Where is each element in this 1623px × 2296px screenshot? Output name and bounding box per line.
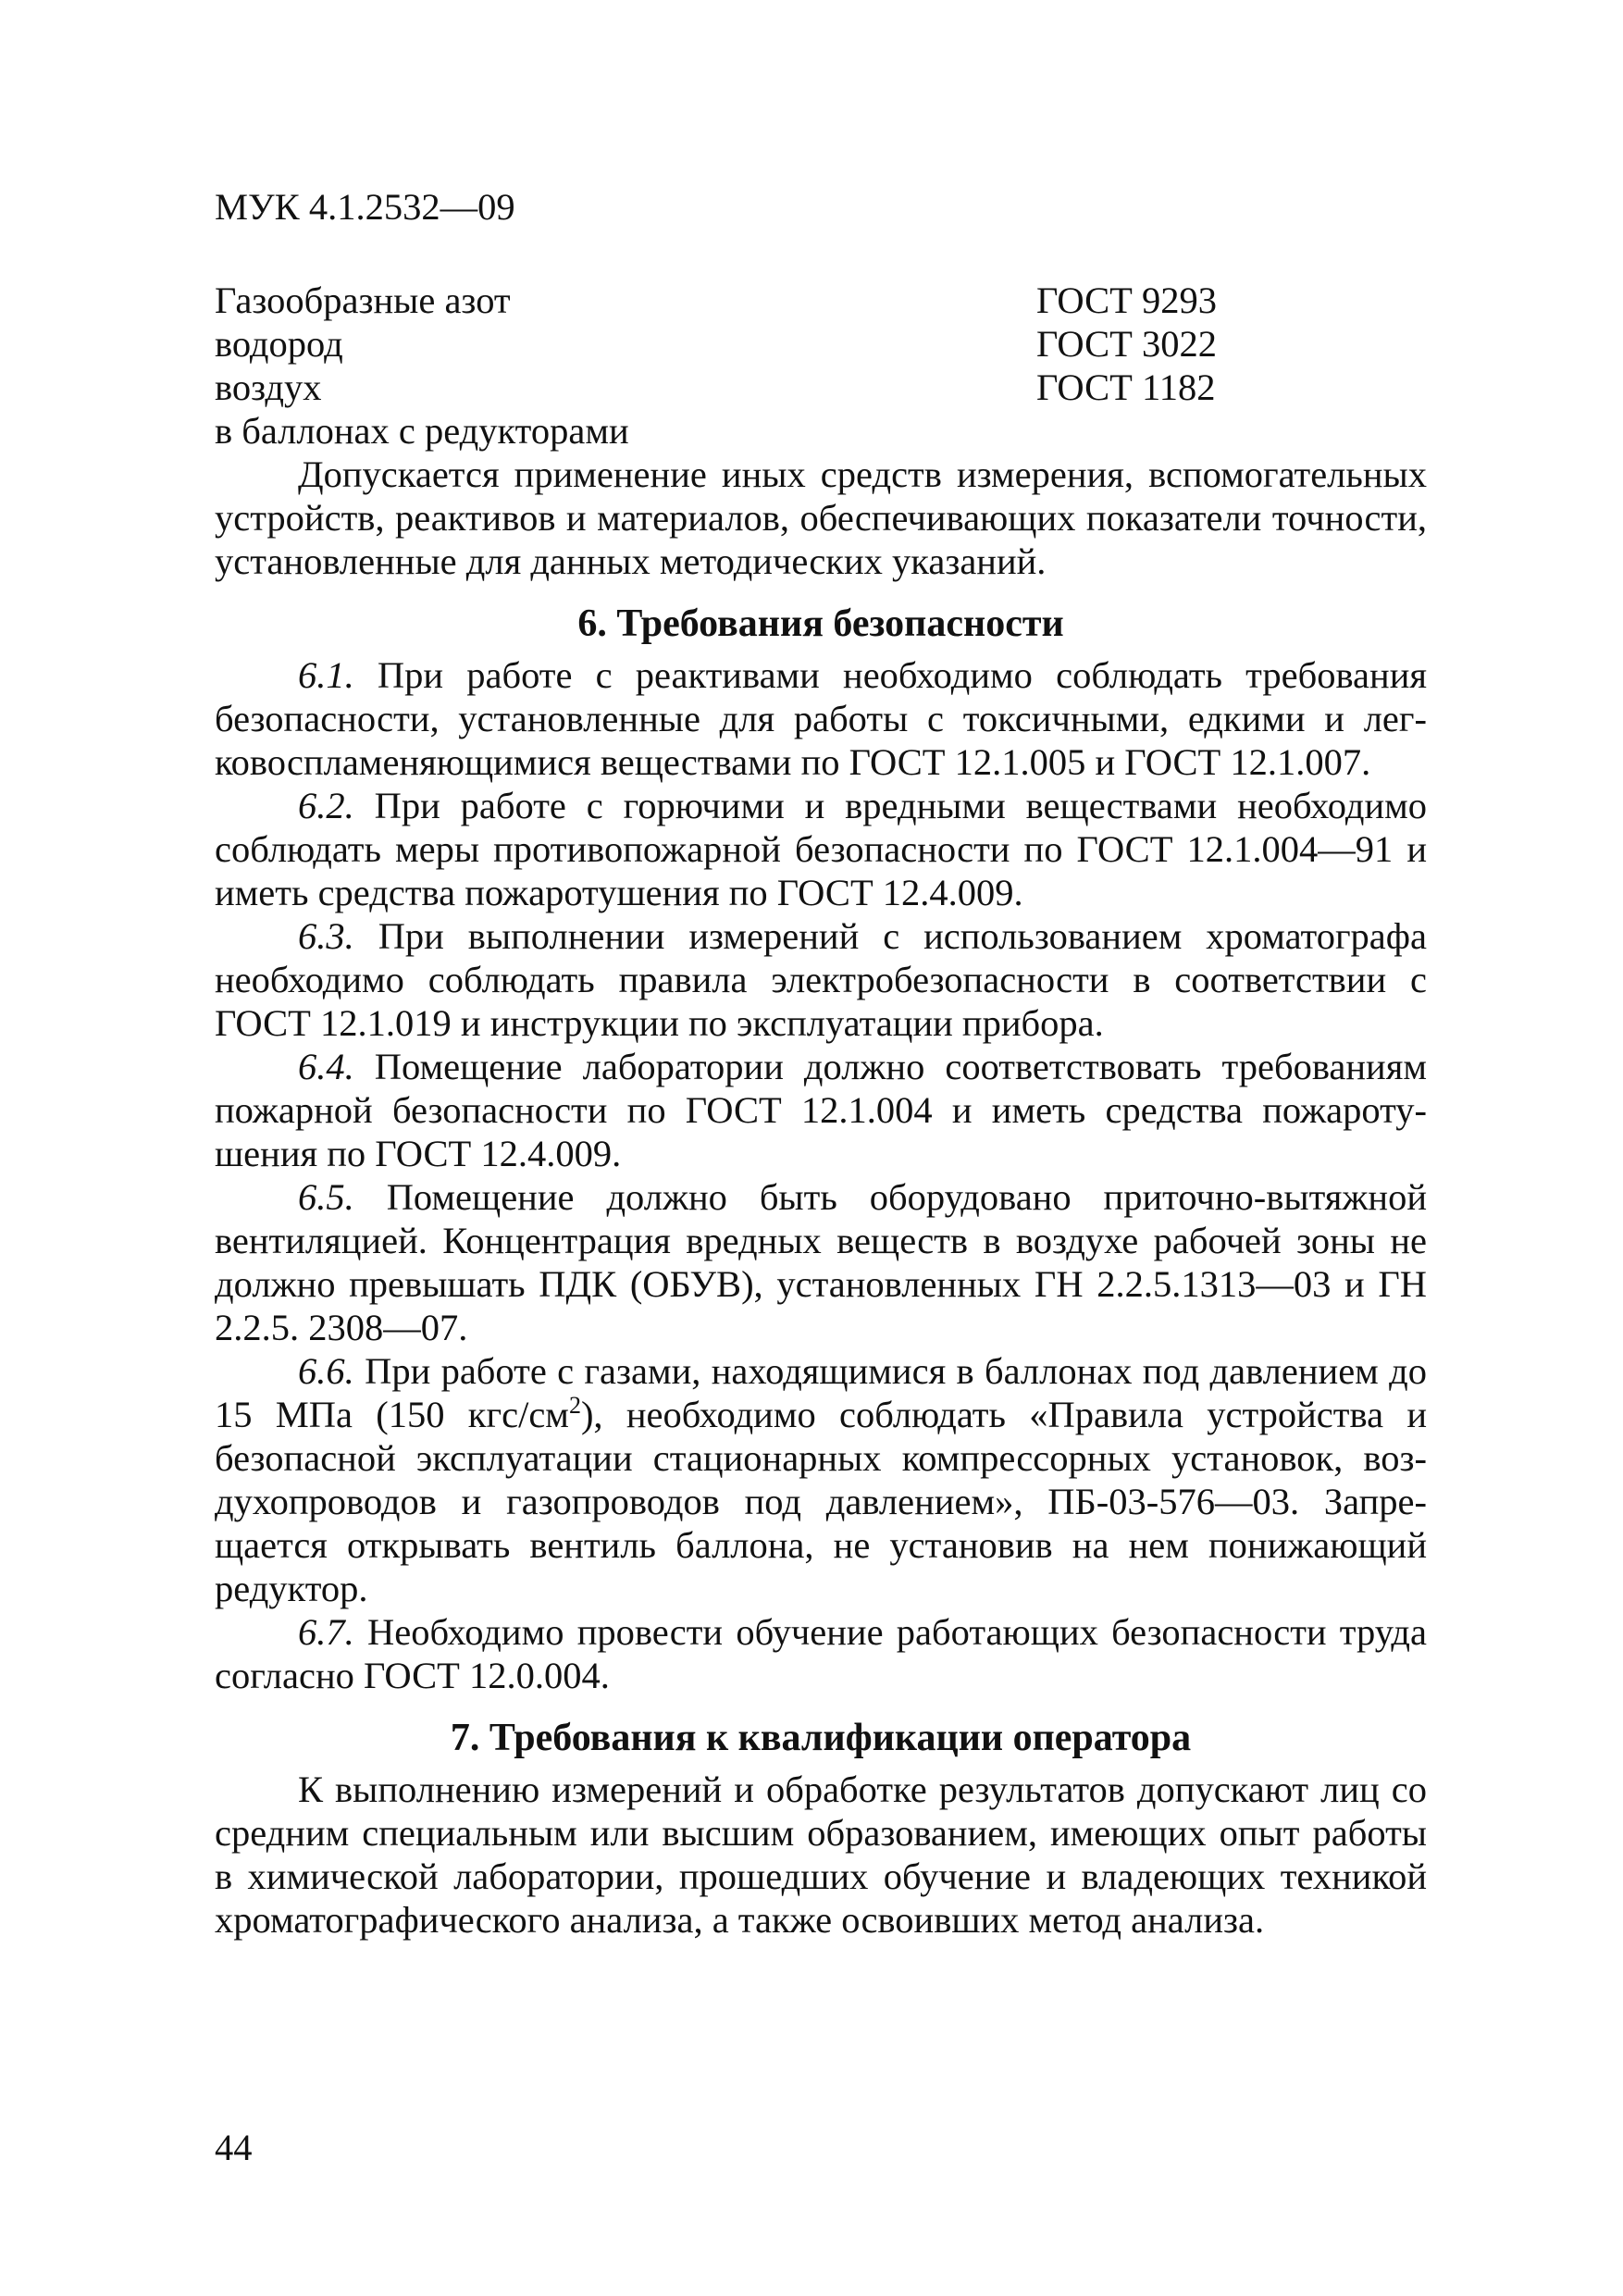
item-6-1 — [215, 653, 1427, 784]
item-text: Помещение лаборатории должно соответствовать требованиям пожарной безопасности по ГОСТ 12.1.004 и иметь средства пожаротушения по ГОСТ 12.4.009. — [215, 1046, 1427, 1174]
material-gost — [1036, 409, 1427, 453]
item-6-4 — [215, 1045, 1427, 1175]
material-name: водород — [215, 323, 343, 365]
item-text: Помещение должно быть оборудовано приточно-вытяжной вентиляцией. Концентрация вредных веществ в воздухе рабочей зоны не должно превышать ПДК (ОБУВ), установленных ГН 2.2.5.1313—03 и ГН 2.2.5. 2308—07. — [215, 1176, 1427, 1348]
materials-note: Допускается применение иных средств измерения, вспомогательных устройств, реактивов и материалов, обеспечивающих показатели точности, установленные для данных методических указаний. — [215, 453, 1427, 582]
section-7-title: 7. Требования к квалификации оператора — [450, 1717, 1192, 1759]
item-6-3 — [215, 914, 1427, 1045]
materials-row — [215, 409, 1427, 453]
item-number: 6.4. — [298, 1046, 354, 1087]
materials-list — [215, 279, 1427, 453]
section-6-title: 6. Требования безопасности — [577, 602, 1064, 645]
material-name: воздух — [215, 366, 322, 408]
item-number: 6.2. — [298, 785, 354, 826]
materials-row — [215, 322, 1427, 366]
material-gost: ГОСТ 1182 — [1036, 366, 1216, 408]
item-number: 6.5. — [298, 1176, 354, 1218]
item-text: Необходимо провести обучение работающих безопасности труда согласно ГОСТ 12.0.004. — [215, 1611, 1427, 1696]
material-name: в баллонах с редукторами — [215, 410, 629, 452]
item-6-7 — [215, 1610, 1427, 1697]
item-text-part-1: При работе с газами, находящимися в баллонах под давлением до 15 МПа (150 кгс/см — [215, 1350, 1427, 1435]
material-gost: ГОСТ 9293 — [1036, 279, 1218, 321]
materials-row — [215, 366, 1427, 409]
superscript: 2 — [568, 1392, 581, 1419]
document-code: МУК 4.1.2532—09 — [215, 186, 515, 228]
item-number: 6.7. — [298, 1611, 354, 1653]
item-text: При работе с реактивами необходимо соблюдать требования безопасности, установленные для работы с токсичными, едкими и легковоспламеняющимися веществами по ГОСТ 12.1.005 и ГОСТ 12.1.007. — [215, 654, 1427, 783]
material-gost: ГОСТ 3022 — [1036, 323, 1218, 365]
page-number: 44 — [215, 2127, 253, 2168]
item-text: При работе с горючими и вредными веществами необходимо соблюдать меры противопожарной безопасности по ГОСТ 12.1.004—91 и иметь средства пожаротушения по ГОСТ 12.4.009. — [215, 785, 1427, 913]
item-number: 6.1. — [298, 654, 354, 696]
materials-row — [215, 279, 1427, 322]
item-number: 6.6. — [298, 1350, 354, 1392]
item-6-5 — [215, 1175, 1427, 1349]
item-number: 6.3. — [298, 915, 354, 957]
page-content — [215, 185, 1427, 1942]
item-text: При выполнении измерений с использованием хроматографа необходимо соблюдать правила электробезопасности в соответствии с ГОСТ 12.1.019 и инструкции по эксплуатации прибора. — [215, 915, 1428, 1044]
section-7-text: К выполнению измерений и обработке результатов допускают лиц со средним специальным или высшим образованием, имеющих опыт работы в химической лаборатории, прошедших обучение и владеющих техникой хроматографического анализа, а также освоивших метод анализа. — [215, 1769, 1427, 1941]
item-text-part-2: ), необходимо соблюдать «Правила устройства и безопасной эксплуатации стационарных компрессорных установок, воздухопроводов и газопроводов под давлением», ПБ-03-576—03. Запрещается открывать вентиль баллона, не установив на нем понижающий редуктор. — [215, 1394, 1427, 1609]
item-6-2 — [215, 784, 1427, 914]
material-name: Газообразные азот — [215, 279, 511, 321]
item-6-6 — [215, 1349, 1427, 1610]
